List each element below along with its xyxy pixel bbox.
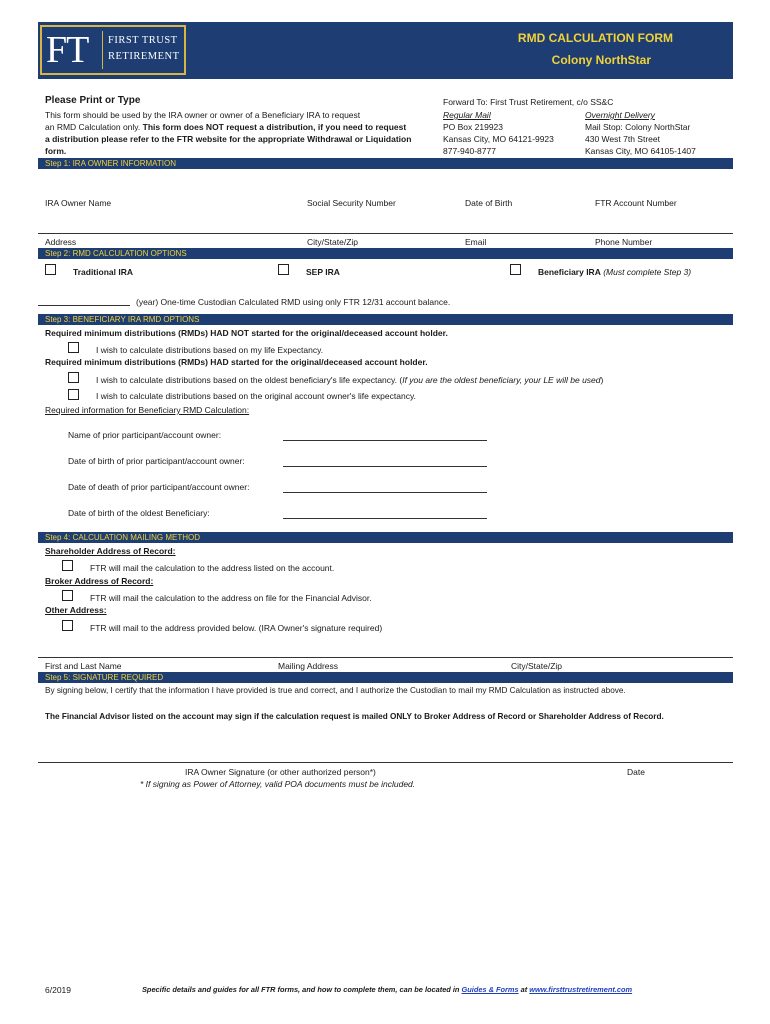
ira-owner-name-label: IRA Owner Name: [45, 198, 112, 208]
broker-checkbox[interactable]: [62, 590, 73, 601]
original-owner-checkbox[interactable]: [68, 389, 79, 400]
city-state-zip-label: City/State/Zip: [307, 237, 359, 247]
other-address-checkbox[interactable]: [62, 620, 73, 631]
intro-line2: [45, 121, 406, 133]
regular-line: 877-940-8777: [443, 146, 496, 156]
oldest-dob-input[interactable]: [283, 518, 487, 519]
step4-bar: Step 4: CALCULATION MAILING METHOD: [38, 532, 733, 543]
year-input-line[interactable]: [38, 305, 130, 306]
overnight-line: Kansas City, MO 64105-1407: [585, 146, 696, 156]
first-last-name-label: First and Last Name: [45, 661, 122, 671]
ftr-account-label: FTR Account Number: [595, 198, 677, 208]
advisor-text: The Financial Advisor listed on the account may sign if the calculation request is mailed ONLY to Broker Address of Record or Shareholder Address of Record.: [45, 712, 664, 721]
website-link[interactable]: www.firsttrustretirement.com: [529, 985, 633, 994]
shareholder-checkbox[interactable]: [62, 560, 73, 571]
phone-label: Phone Number: [595, 237, 653, 247]
regular-mail-heading: Regular Mail: [443, 110, 491, 120]
email-label: Email: [465, 237, 487, 247]
first-trust-logo: [40, 25, 186, 75]
form-header: [38, 22, 733, 79]
footer-text: Specific details and guides for all FTR forms, and how to complete them, can be located in: [142, 985, 462, 994]
oldest-beneficiary-close: ): [600, 375, 604, 385]
date-label: Date: [627, 767, 645, 777]
form-subtitle: Colony NorthStar: [551, 53, 651, 67]
sep-ira-checkbox[interactable]: [278, 264, 289, 275]
intro-line3: a distribution please refer to the FTR website for the appropriate Withdrawal or Liquidation: [45, 134, 412, 144]
certify-text: By signing below, I certify that the information I have provided is true and correct, and I authorize the Custodian to mail my RMD Calculation as instructed above.: [45, 686, 626, 695]
oldest-beneficiary-label: [96, 374, 603, 386]
overnight-line: 430 West 7th Street: [585, 134, 660, 144]
footer-text-mid: at: [518, 985, 530, 994]
overnight-heading: Overnight Delivery: [585, 110, 655, 120]
required-info-heading: Required information for Beneficiary RMD Calculation:: [45, 405, 250, 415]
life-expectancy-label: I wish to calculate distributions based on my life Expectancy.: [96, 345, 324, 355]
signature-line[interactable]: [38, 762, 733, 763]
beneficiary-ira-text: Beneficiary IRA: [538, 267, 601, 277]
logo-divider: [102, 31, 103, 69]
print-heading: Please Print or Type: [45, 95, 141, 106]
guides-forms-link[interactable]: Guides & Forms: [461, 985, 519, 994]
beneficiary-ira-label: [538, 266, 691, 278]
oldest-beneficiary-text: I wish to calculate distributions based on the oldest beneficiary's life expectancy. (: [96, 375, 403, 385]
year-rmd-text: (year) One-time Custodian Calculated RMD using only FTR 12/31 account balance.: [136, 297, 451, 307]
prior-dod-input[interactable]: [283, 492, 487, 493]
traditional-ira-label: Traditional IRA: [73, 267, 133, 277]
oldest-beneficiary-note: If you are the oldest beneficiary, your LE will be used: [402, 375, 601, 385]
other-address-heading: Other Address:: [45, 605, 107, 615]
footer-note: [142, 984, 632, 996]
mailing-city-label: City/State/Zip: [511, 661, 563, 671]
step4-divider: [38, 657, 733, 658]
shareholder-text: FTR will mail the calculation to the address listed on the account.: [90, 563, 335, 573]
step1-divider: [38, 233, 733, 234]
regular-line: Kansas City, MO 64121-9923: [443, 134, 554, 144]
broker-heading: Broker Address of Record:: [45, 576, 154, 586]
traditional-ira-checkbox[interactable]: [45, 264, 56, 275]
step3-bar: Step 3: BENEFICIARY IRA RMD OPTIONS: [38, 314, 733, 325]
mailing-address-label: Mailing Address: [278, 661, 339, 671]
prior-name-input[interactable]: [283, 440, 487, 441]
prior-dob-label: Date of birth of prior participant/account owner:: [68, 456, 245, 466]
sep-ira-label: SEP IRA: [306, 267, 340, 277]
oldest-beneficiary-checkbox[interactable]: [68, 372, 79, 383]
logo-line1: FIRST TRUST: [108, 35, 178, 46]
form-title: RMD CALCULATION FORM: [517, 31, 673, 45]
prior-dod-label: Date of death of prior participant/account owner:: [68, 482, 250, 492]
rmd-started: Required minimum distributions (RMDs) HAD started for the original/deceased account holder.: [45, 357, 428, 367]
forward-to: Forward To: First Trust Retirement, c/o SS&C: [443, 97, 614, 107]
poa-note: * If signing as Power of Attorney, valid POA documents must be included.: [140, 779, 416, 789]
rmd-not-started: Required minimum distributions (RMDs) HAD NOT started for the original/deceased account holder.: [45, 328, 448, 338]
step5-bar: Step 5: SIGNATURE REQUIRED: [38, 672, 733, 683]
other-address-text: FTR will mail to the address provided below. (IRA Owner's signature required): [90, 623, 383, 633]
prior-name-label: Name of prior participant/account owner:: [68, 430, 222, 440]
shareholder-heading: Shareholder Address of Record:: [45, 546, 176, 556]
dob-label: Date of Birth: [465, 198, 513, 208]
revision-date: 6/2019: [45, 985, 71, 995]
step2-bar: Step 2: RMD CALCULATION OPTIONS: [38, 248, 733, 259]
broker-text: FTR will mail the calculation to the address on file for the Financial Advisor.: [90, 593, 372, 603]
intro-line2-bold: This form does NOT request a distribution, if you need to request: [142, 122, 407, 132]
intro-line1: This form should be used by the IRA owner or owner of a Beneficiary IRA to request: [45, 110, 361, 120]
oldest-dob-label: Date of birth of the oldest Beneficiary:: [68, 508, 210, 518]
intro-line4: form.: [45, 146, 67, 156]
regular-line: PO Box 219923: [443, 122, 504, 132]
beneficiary-ira-checkbox[interactable]: [510, 264, 521, 275]
logo-mark: FT: [46, 29, 89, 71]
original-owner-label: I wish to calculate distributions based on the original account owner's life expectancy.: [96, 391, 416, 401]
signature-label: IRA Owner Signature (or other authorized person*): [185, 767, 376, 777]
ssn-label: Social Security Number: [307, 198, 396, 208]
overnight-line: Mail Stop: Colony NorthStar: [585, 122, 691, 132]
intro-line2-plain: an RMD Calculation only.: [45, 122, 143, 132]
step1-bar: Step 1: IRA OWNER INFORMATION: [38, 158, 733, 169]
life-expectancy-checkbox[interactable]: [68, 342, 79, 353]
prior-dob-input[interactable]: [283, 466, 487, 467]
address-label: Address: [45, 237, 77, 247]
logo-line2: RETIREMENT: [108, 51, 180, 62]
beneficiary-ira-note: (Must complete Step 3): [603, 267, 692, 277]
